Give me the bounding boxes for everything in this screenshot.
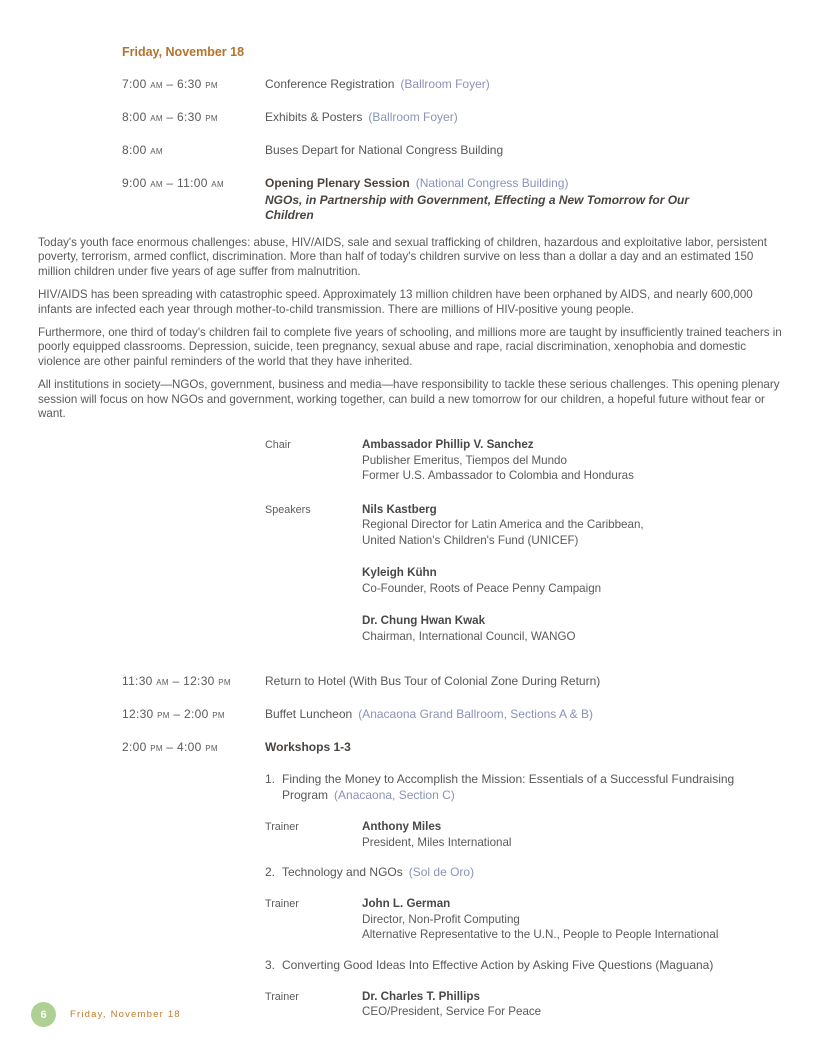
person-title: United Nation's Children's Fund (UNICEF) — [362, 533, 579, 547]
person-title: Director, Non-Profit Computing — [362, 912, 520, 926]
person-name: Anthony Miles — [362, 820, 442, 834]
description-paragraph: Today's youth face enormous challenges: abuse, HIV/AIDS, sale and sexual trafficking of children, hazardous and exploitative labor, persistent poverty, terrorism, armed conflict, discrimination. More than half of today's children survive on less than a dollar a day and an estimated 150 million children under five years of age suffer from malnutrition. — [38, 236, 767, 278]
schedule-row — [122, 740, 817, 754]
schedule-row — [122, 143, 817, 157]
schedule-row — [122, 110, 817, 124]
speakers-label: Speakers — [265, 503, 311, 516]
event-title: Opening Plenary Session — [265, 176, 410, 190]
trainer-block — [265, 989, 817, 1020]
trainer-label: Trainer — [265, 898, 299, 911]
person-name: Ambassador Phillip V. Sanchez — [362, 438, 534, 452]
event-time: 11:30 am – 12:30 pm — [122, 674, 231, 689]
workshop-number: 2. — [265, 865, 276, 880]
workshop-title-text: Finding the Money to Accomplish the Mission: Essentials of a Successful Fundraising Program — [282, 772, 735, 803]
day-heading: Friday, November 18 — [122, 45, 245, 59]
person-title: CEO/President, Service For Peace — [362, 1005, 542, 1019]
workshop-title-text: Converting Good Ideas Into Effective Action by Asking Five Questions (Maguana) — [282, 957, 714, 972]
event-title: Exhibits & Posters — [265, 110, 363, 124]
speakers-block — [265, 502, 817, 549]
schedule-row-plenary — [122, 176, 817, 223]
page-footer — [31, 1002, 181, 1027]
event-title: Buffet Luncheon — [265, 707, 353, 722]
event-location: (Ballroom Foyer) — [400, 77, 490, 91]
plenary-subtitle: NGOs, in Partnership with Government, Effecting a New Tomorrow for Our Children — [265, 193, 690, 222]
schedule-row — [122, 707, 817, 721]
person-name: Nils Kastberg — [362, 502, 437, 516]
event-time: 2:00 pm – 4:00 pm — [122, 740, 218, 755]
person-title: Co-Founder, Roots of Peace Penny Campaign — [362, 581, 602, 595]
event-time: 9:00 am – 11:00 am — [122, 176, 224, 190]
schedule-row — [122, 77, 817, 91]
person-name: John L. German — [362, 897, 451, 911]
event-time: 12:30 pm – 2:00 pm — [122, 707, 225, 722]
footer-day-label: Friday, November 18 — [70, 1009, 181, 1020]
description-paragraph: All institutions in society—NGOs, government, business and media—have responsibility to tackle these serious challenges. This opening plenary session will focus on how NGOs and government, working together, can build a new tomorrow for our children, a hopeful future without fear or want. — [38, 378, 780, 421]
workshop-location: (Anacaona, Section C) — [334, 788, 455, 803]
workshop-title — [265, 864, 770, 880]
person-name: Kyleigh Kühn — [362, 566, 437, 580]
event-location: (Ballroom Foyer) — [368, 110, 458, 124]
workshop-number: 1. — [265, 772, 276, 787]
schedule-row — [122, 674, 817, 688]
person-title: Alternative Representative to the U.N., People to People International — [362, 928, 719, 942]
trainer-block — [265, 896, 817, 943]
workshop-title-text: Technology and NGOs — [282, 865, 403, 880]
event-location: (Anacaona Grand Ballroom, Sections A & B) — [358, 707, 593, 722]
event-time: 7:00 am – 6:30 pm — [122, 77, 218, 91]
trainer-label: Trainer — [265, 990, 299, 1003]
person-title: President, Miles International — [362, 835, 512, 849]
description-paragraph: Furthermore, one third of today's children fail to complete five years of schooling, and millions more are taught by insufficiently trained teachers in poorly equipped classrooms. Depression, suicide, teen pregnancy, sexual abuse and rape, racial discrimination, xenophobia and domestic violence are other painful reminders of the world that they have inherited. — [38, 326, 782, 368]
event-title: Conference Registration — [265, 77, 395, 91]
chair-block — [265, 437, 817, 484]
event-title: Return to Hotel (With Bus Tour of Colonial Zone During Return) — [265, 674, 601, 689]
speaker-entry — [362, 565, 817, 596]
event-time: 8:00 am – 6:30 pm — [122, 110, 218, 124]
person-title: Regional Director for Latin America and the Caribbean, — [362, 518, 644, 532]
page-number-badge: 6 — [31, 1002, 56, 1027]
event-title: Workshops 1-3 — [265, 740, 351, 755]
person-title: Publisher Emeritus, Tiempos del Mundo — [362, 453, 567, 467]
person-name: Dr. Chung Hwan Kwak — [362, 614, 486, 628]
person-title: Former U.S. Ambassador to Colombia and Honduras — [362, 469, 634, 483]
speaker-entry — [362, 613, 817, 644]
person-name: Dr. Charles T. Phillips — [362, 989, 480, 1003]
workshop-location: (Sol de Oro) — [408, 865, 475, 880]
event-title: Buses Depart for National Congress Building — [265, 143, 504, 157]
trainer-label: Trainer — [265, 821, 299, 834]
workshop-number: 3. — [265, 957, 276, 972]
person-title: Chairman, International Council, WANGO — [362, 629, 576, 643]
workshop-title — [265, 771, 770, 803]
workshop-title — [265, 957, 805, 973]
chair-label: Chair — [265, 439, 291, 452]
trainer-block — [265, 819, 817, 850]
description-paragraph: HIV/AIDS has been spreading with catastrophic speed. Approximately 13 million children have been orphaned by AIDS, and nearly 600,000 infants are infected each year through mother-to-child transmission. There are millions of HIV-positive young people. — [38, 288, 753, 316]
event-location: (National Congress Building) — [415, 176, 569, 190]
event-time: 8:00 am — [122, 143, 163, 157]
